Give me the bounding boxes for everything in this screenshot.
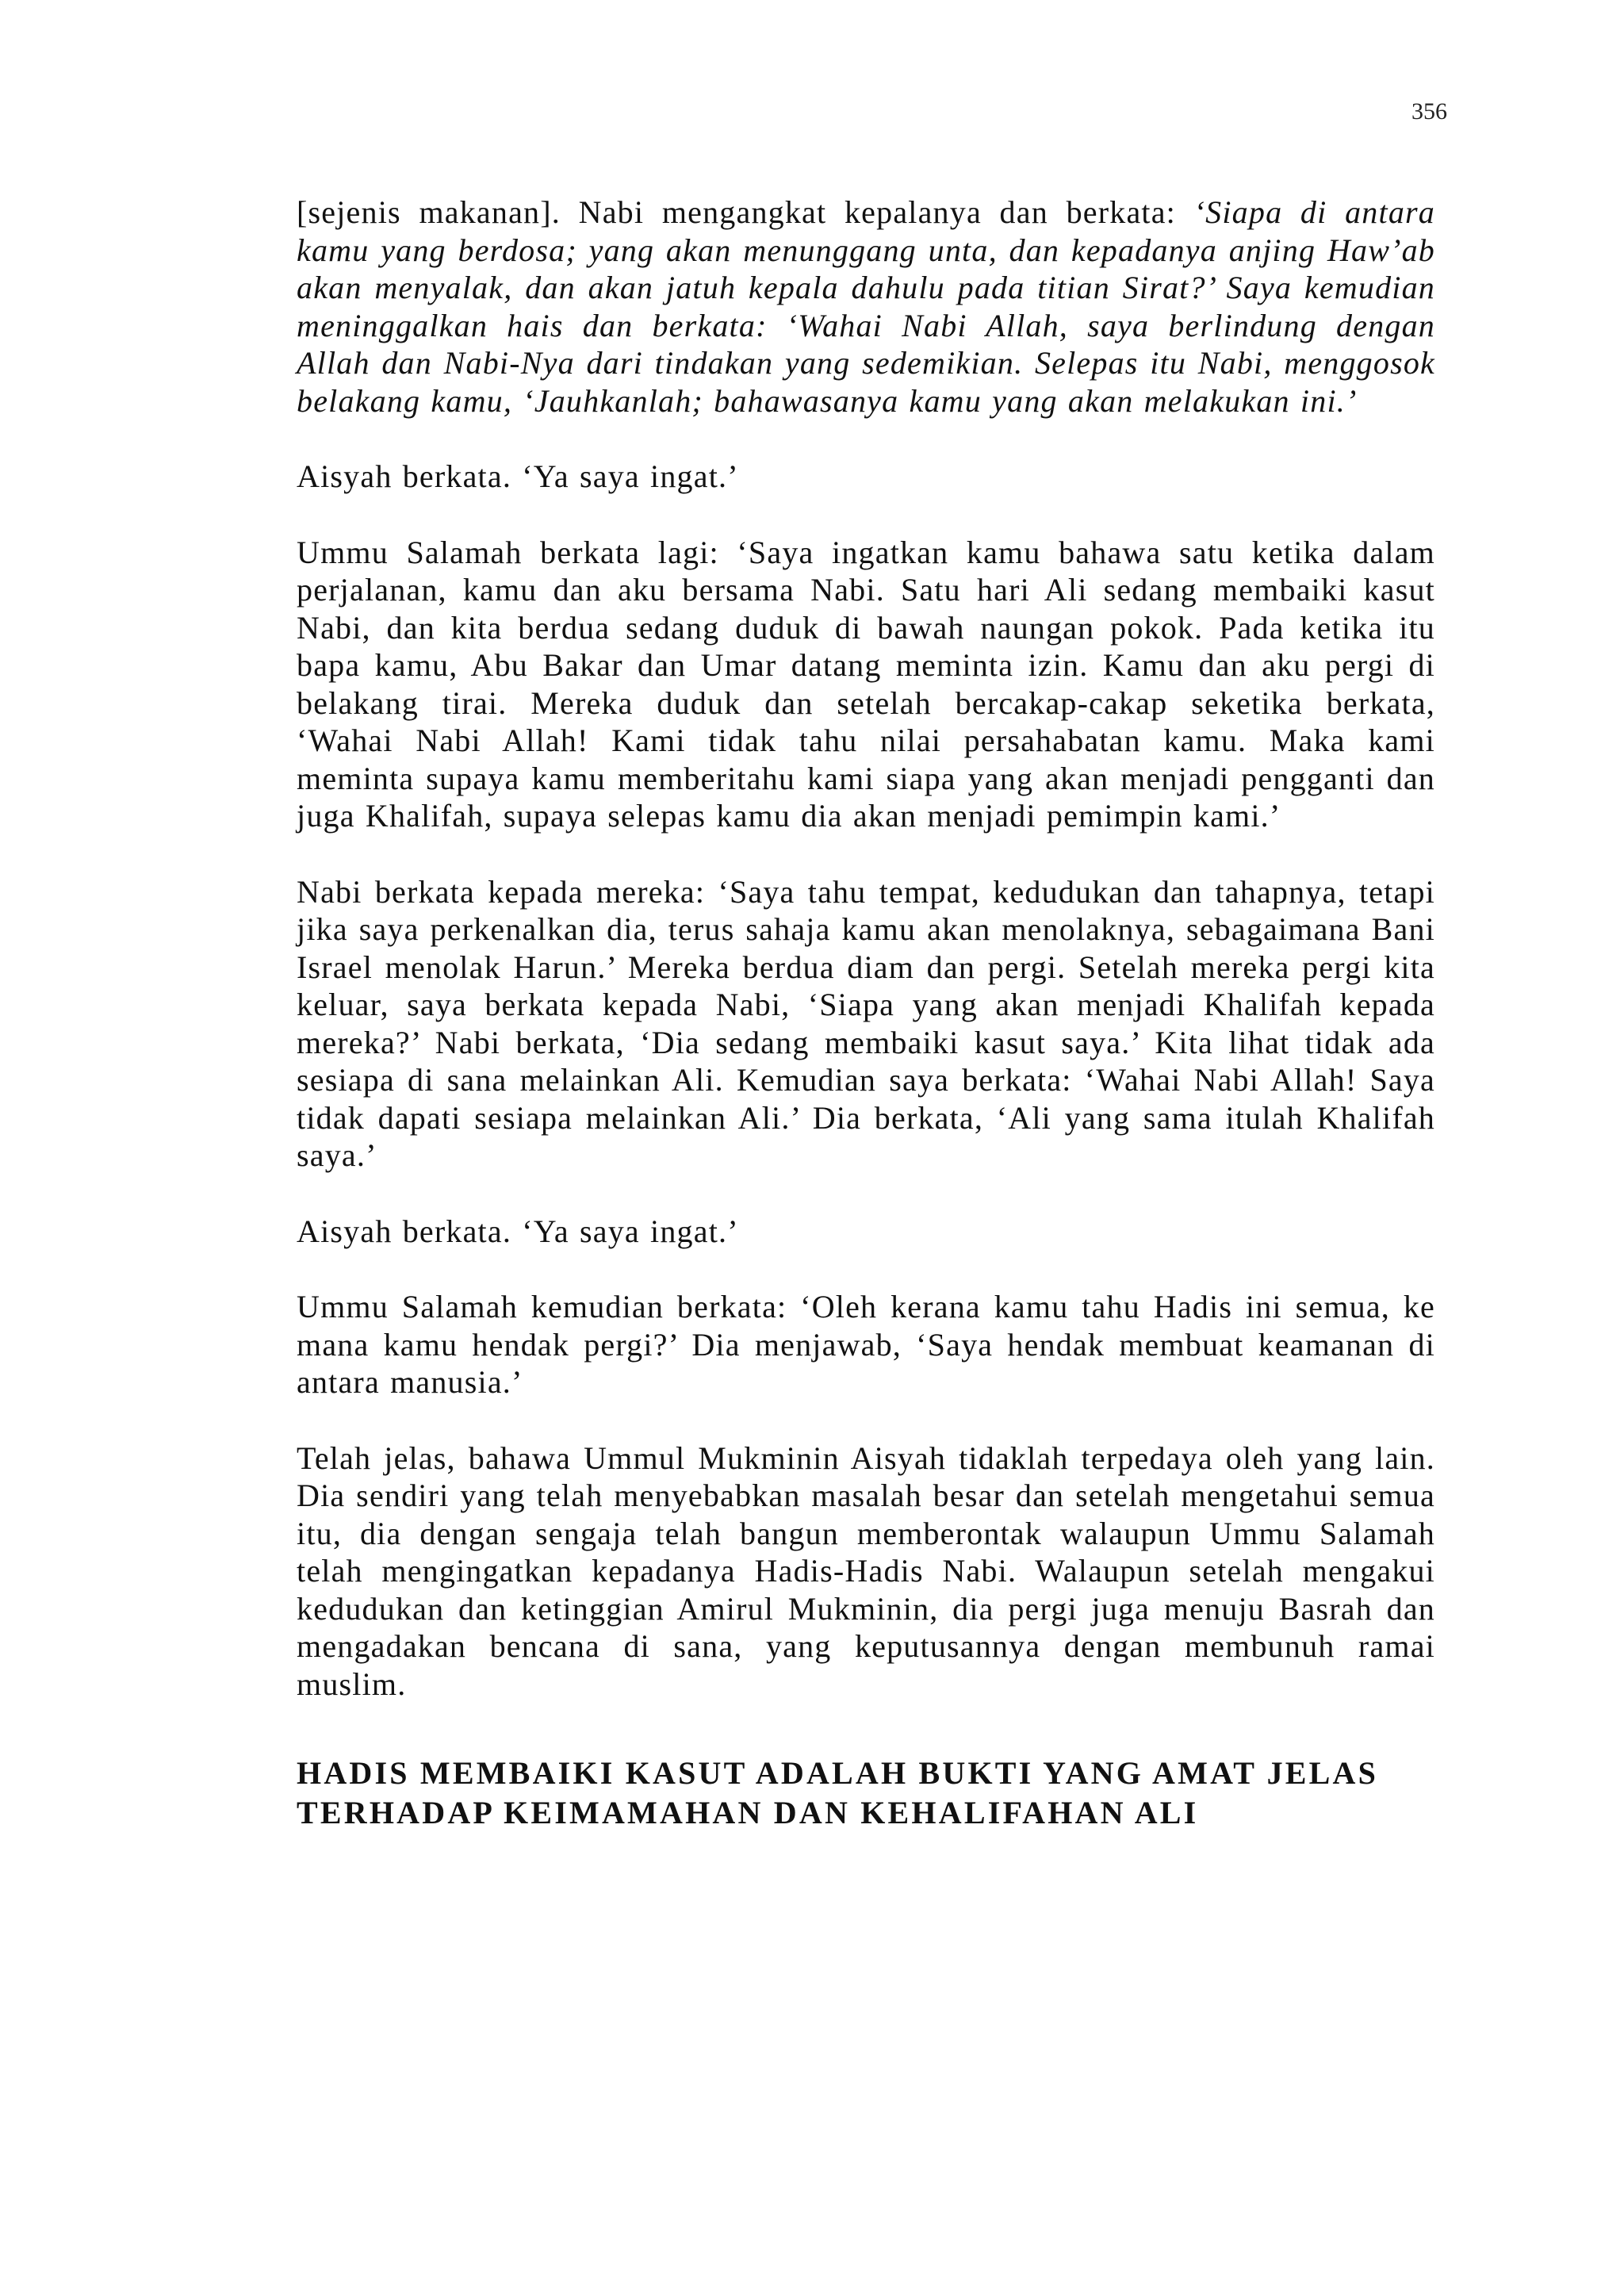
page-content	[297, 194, 1435, 1833]
paragraph-4: Nabi berkata kepada mereka: ‘Saya tahu tempat, kedudukan dan tahapnya, tetapi jika saya perkenalkan dia, terus sahaja kamu akan menolaknya, sebagaimana Bani Israel menolak Harun.’ Mereka berdua diam dan pergi. Setelah mereka pergi kita keluar, saya berkata kepada Nabi, ‘Siapa yang akan menjadi Khalifah kepada mereka?’ Nabi berkata, ‘Dia sedang membaiki kasut saya.’ Kita lihat tidak ada sesiapa di sana melainkan Ali. Kemudian saya berkata: ‘Wahai Nabi Allah! Saya tidak dapati sesiapa melainkan Ali.’ Dia berkata, ‘Ali yang sama itulah Khalifah saya.’	[297, 873, 1435, 1173]
paragraph-1-plain: [sejenis makanan]. Nabi mengangkat kepalanya dan berkata:	[297, 194, 1194, 230]
paragraph-5: Aisyah berkata. ‘Ya saya ingat.’	[297, 1213, 739, 1249]
paragraph-7: Telah jelas, bahawa Ummul Mukminin Aisyah tidaklah terpedaya oleh yang lain. Dia sendiri yang telah menyebabkan masalah besar dan setelah mengetahui semua itu, dia dengan sengaja telah bangun memberontak walaupun Ummu Salamah telah mengingatkan kepadanya Hadis-Hadis Nabi. Walaupun setelah mengakui kedudukan dan ketinggian Amirul Mukminin, dia pergi juga menuju Basrah dan mengadakan bencana di sana, yang keputusannya dengan membunuh ramai muslim.	[297, 1439, 1435, 1702]
section-heading-line-1: HADIS MEMBAIKI KASUT ADALAH BUKTI YANG AMAT JELAS	[297, 1755, 1379, 1791]
section-heading-line-2: TERHADAP KEIMAMAHAN DAN KEHALIFAHAN ALI	[297, 1795, 1199, 1830]
page-number: 356	[1411, 98, 1447, 125]
section-heading	[297, 1754, 1435, 1833]
paragraph-6: Ummu Salamah kemudian berkata: ‘Oleh kerana kamu tahu Hadis ini semua, ke mana kamu hendak pergi?’ Dia menjawab, ‘Saya hendak membuat keamanan di antara manusia.’	[297, 1289, 1435, 1400]
paragraph-1	[297, 194, 1435, 420]
paragraph-1-italic-quote: ‘Siapa di antara kamu yang berdosa; yang akan menunggang unta, dan kepadanya anjing Haw’ab akan menyalak, dan akan jatuh kepala dahulu pada titian Sirat?’ Saya kemudian meninggalkan hais dan berkata: ‘Wahai Nabi Allah, saya berlindung dengan Allah dan Nabi-Nya dari tindakan yang sedemikian. Selepas itu Nabi, menggosok belakang kamu, ‘Jauhkanlah; bahawasanya kamu yang akan melakukan ini.’	[297, 194, 1435, 419]
paragraph-3: Ummu Salamah berkata lagi: ‘Saya ingatkan kamu bahawa satu ketika dalam perjalanan, kamu dan aku bersama Nabi. Satu hari Ali sedang membaiki kasut Nabi, dan kita berdua sedang duduk di bawah naungan pokok. Pada ketika itu bapa kamu, Abu Bakar dan Umar datang meminta izin. Kamu dan aku pergi di belakang tirai. Mereka duduk dan setelah bercakap-cakap seketika berkata, ‘Wahai Nabi Allah! Kami tidak tahu nilai persahabatan kamu. Maka kami meminta supaya kamu memberitahu kami siapa yang akan menjadi pengganti dan juga Khalifah, supaya selepas kamu dia akan menjadi pemimpin kami.’	[297, 534, 1435, 834]
paragraph-2: Aisyah berkata. ‘Ya saya ingat.’	[297, 458, 739, 494]
